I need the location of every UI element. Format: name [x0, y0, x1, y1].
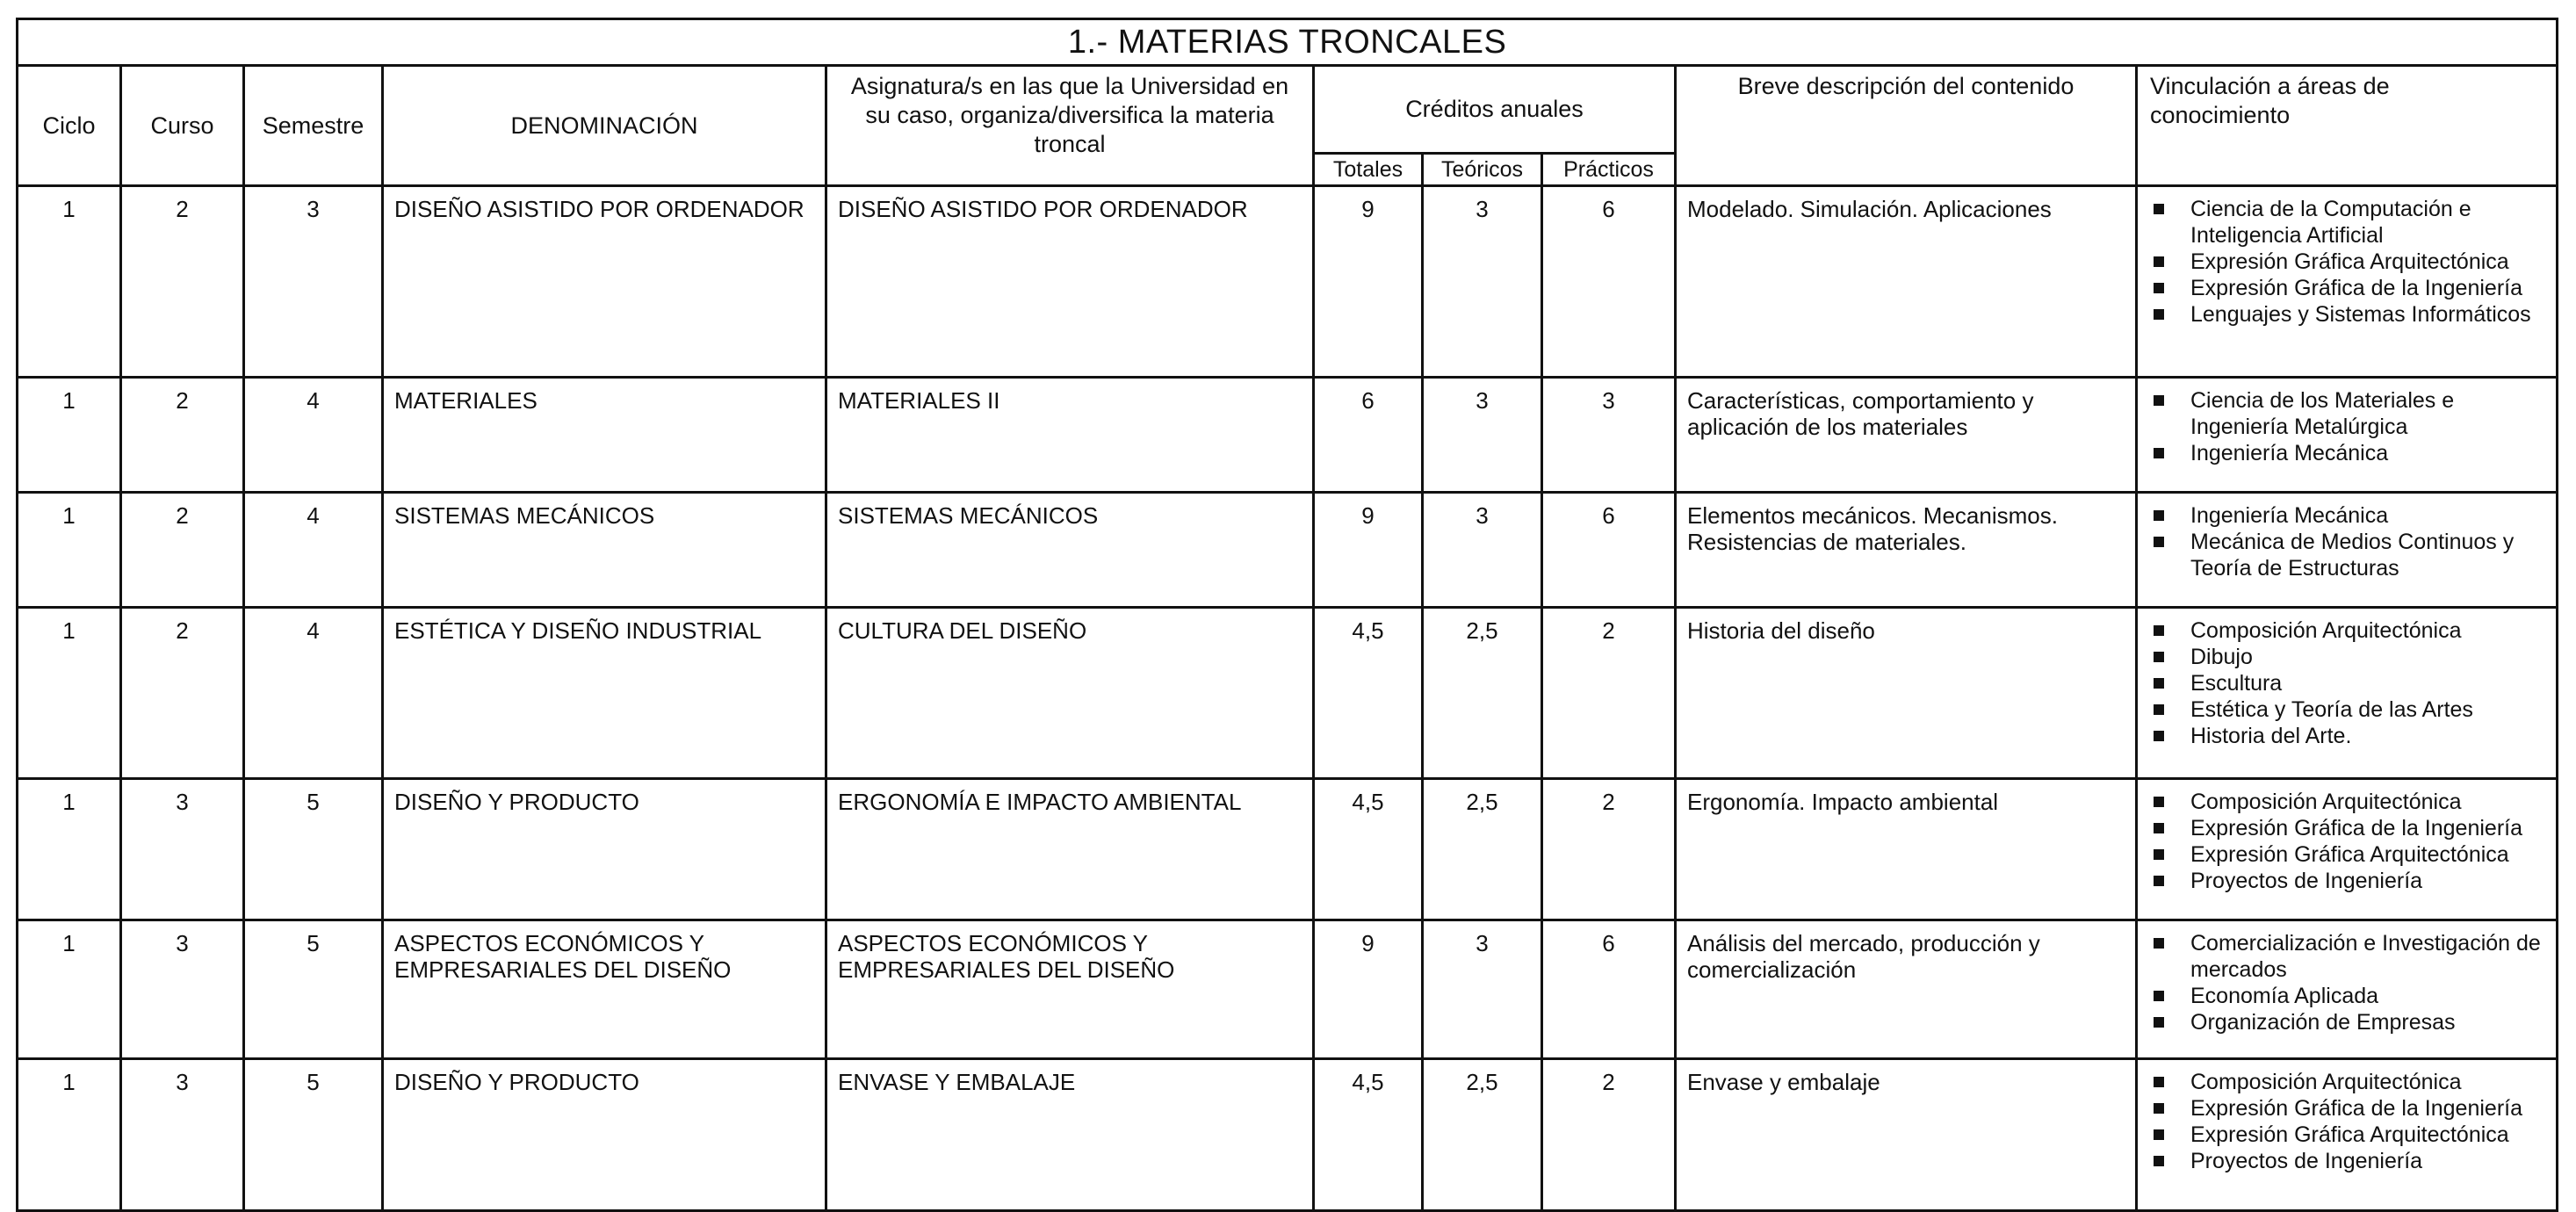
area-item: Ciencia de la Computación e Inteligencia Artificial	[2148, 196, 2549, 249]
cell-denominacion: DISEÑO Y PRODUCTO	[383, 779, 826, 920]
area-item: Ingeniería Mecánica	[2148, 502, 2549, 529]
area-item: Escultura	[2148, 670, 2549, 696]
cell-teoricos: 3	[1423, 493, 1542, 608]
cell-practicos: 6	[1542, 186, 1676, 378]
cell-teoricos: 3	[1423, 920, 1542, 1059]
cell-denominacion: ESTÉTICA Y DISEÑO INDUSTRIAL	[383, 608, 826, 779]
cell-descripcion: Historia del diseño	[1676, 608, 2137, 779]
area-item: Composición Arquitectónica	[2148, 1069, 2549, 1095]
area-item: Comercialización e Investigación de mercados	[2148, 930, 2549, 983]
area-item: Dibujo	[2148, 644, 2549, 670]
area-item: Historia del Arte.	[2148, 723, 2549, 749]
area-item: Proyectos de Ingeniería	[2148, 868, 2549, 894]
area-item: Composición Arquitectónica	[2148, 617, 2549, 644]
area-item: Expresión Gráfica Arquitectónica	[2148, 1122, 2549, 1148]
cell-ciclo: 1	[18, 779, 121, 920]
area-item: Expresión Gráfica Arquitectónica	[2148, 841, 2549, 868]
cell-ciclo: 1	[18, 493, 121, 608]
area-item: Ingeniería Mecánica	[2148, 440, 2549, 466]
cell-totales: 9	[1314, 186, 1423, 378]
cell-ciclo: 1	[18, 1059, 121, 1211]
table-row	[18, 920, 2558, 1059]
cell-curso: 2	[121, 186, 244, 378]
cell-descripcion: Análisis del mercado, producción y comercialización	[1676, 920, 2137, 1059]
cell-descripcion: Modelado. Simulación. Aplicaciones	[1676, 186, 2137, 378]
area-item: Expresión Gráfica de la Ingeniería	[2148, 815, 2549, 841]
materias-troncales-table	[16, 18, 2558, 1212]
cell-totales: 4,5	[1314, 608, 1423, 779]
cell-totales: 9	[1314, 920, 1423, 1059]
cell-practicos: 6	[1542, 920, 1676, 1059]
cell-denominacion: MATERIALES	[383, 378, 826, 493]
cell-practicos: 6	[1542, 493, 1676, 608]
cell-ciclo: 1	[18, 608, 121, 779]
cell-asignatura: SISTEMAS MECÁNICOS	[826, 493, 1314, 608]
header-vinculacion: Vinculación a áreas de conocimiento	[2137, 66, 2558, 186]
header-descripcion: Breve descripción del contenido	[1676, 66, 2137, 186]
cell-practicos: 2	[1542, 1059, 1676, 1211]
area-item: Lenguajes y Sistemas Informáticos	[2148, 301, 2549, 328]
cell-asignatura: CULTURA DEL DISEÑO	[826, 608, 1314, 779]
area-item: Expresión Gráfica de la Ingeniería	[2148, 275, 2549, 301]
cell-areas	[2137, 920, 2558, 1059]
area-item: Proyectos de Ingeniería	[2148, 1148, 2549, 1174]
cell-areas	[2137, 378, 2558, 493]
cell-teoricos: 2,5	[1423, 779, 1542, 920]
cell-areas	[2137, 608, 2558, 779]
cell-semestre: 4	[244, 378, 383, 493]
cell-descripcion: Elementos mecánicos. Mecanismos. Resistencias de materiales.	[1676, 493, 2137, 608]
header-ciclo: Ciclo	[18, 66, 121, 186]
cell-teoricos: 3	[1423, 186, 1542, 378]
cell-practicos: 2	[1542, 608, 1676, 779]
cell-totales: 4,5	[1314, 1059, 1423, 1211]
area-item: Mecánica de Medios Continuos y Teoría de Estructuras	[2148, 529, 2549, 581]
header-practicos: Prácticos	[1542, 154, 1676, 186]
cell-asignatura: ASPECTOS ECONÓMICOS Y EMPRESARIALES DEL DISEÑO	[826, 920, 1314, 1059]
cell-descripcion: Características, comportamiento y aplicación de los materiales	[1676, 378, 2137, 493]
cell-curso: 2	[121, 608, 244, 779]
cell-teoricos: 2,5	[1423, 608, 1542, 779]
area-item: Expresión Gráfica Arquitectónica	[2148, 249, 2549, 275]
cell-semestre: 4	[244, 493, 383, 608]
cell-areas	[2137, 779, 2558, 920]
header-totales: Totales	[1314, 154, 1423, 186]
header-semestre: Semestre	[244, 66, 383, 186]
cell-totales: 6	[1314, 378, 1423, 493]
cell-ciclo: 1	[18, 378, 121, 493]
cell-teoricos: 3	[1423, 378, 1542, 493]
header-denominacion: DENOMINACIÓN	[383, 66, 826, 186]
area-item: Expresión Gráfica de la Ingeniería	[2148, 1095, 2549, 1122]
cell-curso: 3	[121, 779, 244, 920]
cell-asignatura: ENVASE Y EMBALAJE	[826, 1059, 1314, 1211]
header-teoricos: Teóricos	[1423, 154, 1542, 186]
table-row	[18, 186, 2558, 378]
cell-denominacion: SISTEMAS MECÁNICOS	[383, 493, 826, 608]
cell-totales: 9	[1314, 493, 1423, 608]
cell-curso: 3	[121, 920, 244, 1059]
header-asignatura: Asignatura/s en las que la Universidad en su caso, organiza/diversifica la materia troncal	[826, 66, 1314, 186]
cell-semestre: 4	[244, 608, 383, 779]
cell-ciclo: 1	[18, 186, 121, 378]
cell-curso: 3	[121, 1059, 244, 1211]
table-row	[18, 493, 2558, 608]
table-row	[18, 779, 2558, 920]
area-item: Estética y Teoría de las Artes	[2148, 696, 2549, 723]
cell-areas	[2137, 493, 2558, 608]
table-row	[18, 608, 2558, 779]
cell-totales: 4,5	[1314, 779, 1423, 920]
area-item: Ciencia de los Materiales e Ingeniería Metalúrgica	[2148, 387, 2549, 440]
area-item: Economía Aplicada	[2148, 983, 2549, 1009]
area-item: Organización de Empresas	[2148, 1009, 2549, 1035]
cell-semestre: 5	[244, 1059, 383, 1211]
table-title: 1.- MATERIAS TRONCALES	[18, 19, 2558, 66]
cell-semestre: 3	[244, 186, 383, 378]
cell-curso: 2	[121, 493, 244, 608]
cell-asignatura: MATERIALES II	[826, 378, 1314, 493]
cell-asignatura: DISEÑO ASISTIDO POR ORDENADOR	[826, 186, 1314, 378]
header-creditos: Créditos anuales	[1314, 66, 1676, 154]
cell-practicos: 3	[1542, 378, 1676, 493]
cell-semestre: 5	[244, 779, 383, 920]
cell-denominacion: ASPECTOS ECONÓMICOS Y EMPRESARIALES DEL DISEÑO	[383, 920, 826, 1059]
table-row	[18, 1059, 2558, 1211]
cell-areas	[2137, 1059, 2558, 1211]
cell-denominacion: DISEÑO Y PRODUCTO	[383, 1059, 826, 1211]
table-row	[18, 378, 2558, 493]
cell-ciclo: 1	[18, 920, 121, 1059]
cell-descripcion: Envase y embalaje	[1676, 1059, 2137, 1211]
cell-curso: 2	[121, 378, 244, 493]
cell-teoricos: 2,5	[1423, 1059, 1542, 1211]
cell-denominacion: DISEÑO ASISTIDO POR ORDENADOR	[383, 186, 826, 378]
header-curso: Curso	[121, 66, 244, 186]
area-item: Composición Arquitectónica	[2148, 789, 2549, 815]
cell-semestre: 5	[244, 920, 383, 1059]
cell-asignatura: ERGONOMÍA E IMPACTO AMBIENTAL	[826, 779, 1314, 920]
cell-areas	[2137, 186, 2558, 378]
cell-descripcion: Ergonomía. Impacto ambiental	[1676, 779, 2137, 920]
cell-practicos: 2	[1542, 779, 1676, 920]
